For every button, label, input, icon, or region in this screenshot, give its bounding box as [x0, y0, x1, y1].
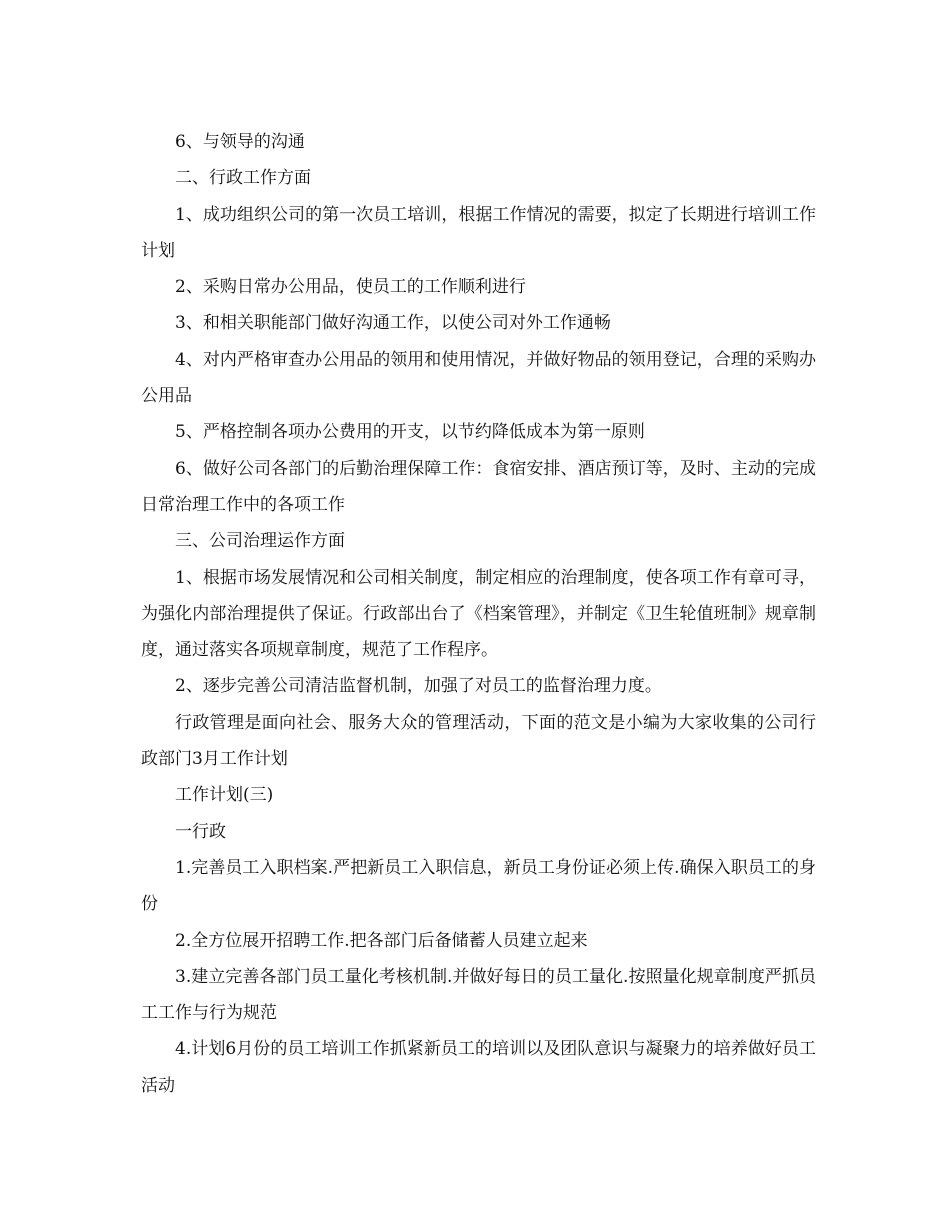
paragraph-18: 4.计划6月份的员工培训工作抓紧新员工的培训以及团队意识与凝聚力的培养做好员工活动 [141, 1039, 816, 1096]
paragraph-17: 3.建立完善各部门员工量化考核机制.并做好每日的员工量化.按照量化规章制度严抓员工工作与行为规范 [141, 966, 816, 1024]
paragraph-16: 2.全方位展开招聘工作.把各部门后备储蓄人员建立起来 [175, 930, 588, 951]
paragraph-6: 4、对内严格审查办公用品的领用和使用情况，并做好物品的领用登记，合理的采购办公用品 [141, 349, 816, 407]
paragraph-4: 2、采购日常办公用品，使员工的工作顺利进行 [175, 277, 526, 298]
document-body [141, 124, 816, 1104]
paragraph-10: 1、根据市场发展情况和公司相关制度，制定相应的治理制度，使各项工作有章可寻，为强化内部治理提供了保证。行政部出台了《档案管理》，并制定《卫生轮值班制》规章制度，通过落实各项规章制度，规范了工作程序。 [141, 567, 816, 661]
paragraph-11: 2、逐步完善公司清洁监督机制，加强了对员工的监督治理力度。 [175, 676, 662, 697]
paragraph-5: 3、和相关职能部门做好沟通工作，以使公司对外工作通畅 [175, 313, 611, 334]
paragraph-1: 6、与领导的沟通 [175, 132, 305, 152]
paragraph-12: 行政管理是面向社会、服务大众的管理活动，下面的范文是小编为大家收集的公司行政部门3月工作计划 [141, 712, 816, 770]
paragraph-15: 1.完善员工入职档案.严把新员工入职信息，新员工身份证必须上传.确保入职员工的身份 [141, 857, 816, 915]
section-heading-admin: 二、行政工作方面 [175, 168, 311, 189]
paragraph-7: 5、严格控制各项办公费用的开支，以节约降低成本为第一原则 [175, 422, 645, 443]
paragraph-3: 1、成功组织公司的第一次员工培训，根据工作情况的需要，拟定了长期进行培训工作计划 [141, 204, 816, 261]
subsection-heading-admin: 一行政 [175, 821, 226, 842]
paragraph-8: 6、做好公司各部门的后勤治理保障工作：食宿安排、酒店预订等，及时、主动的完成日常治理工作中的各项工作 [141, 458, 816, 515]
section-heading-management: 三、公司治理运作方面 [175, 531, 345, 552]
plan-heading: 工作计划(三) [175, 785, 274, 806]
